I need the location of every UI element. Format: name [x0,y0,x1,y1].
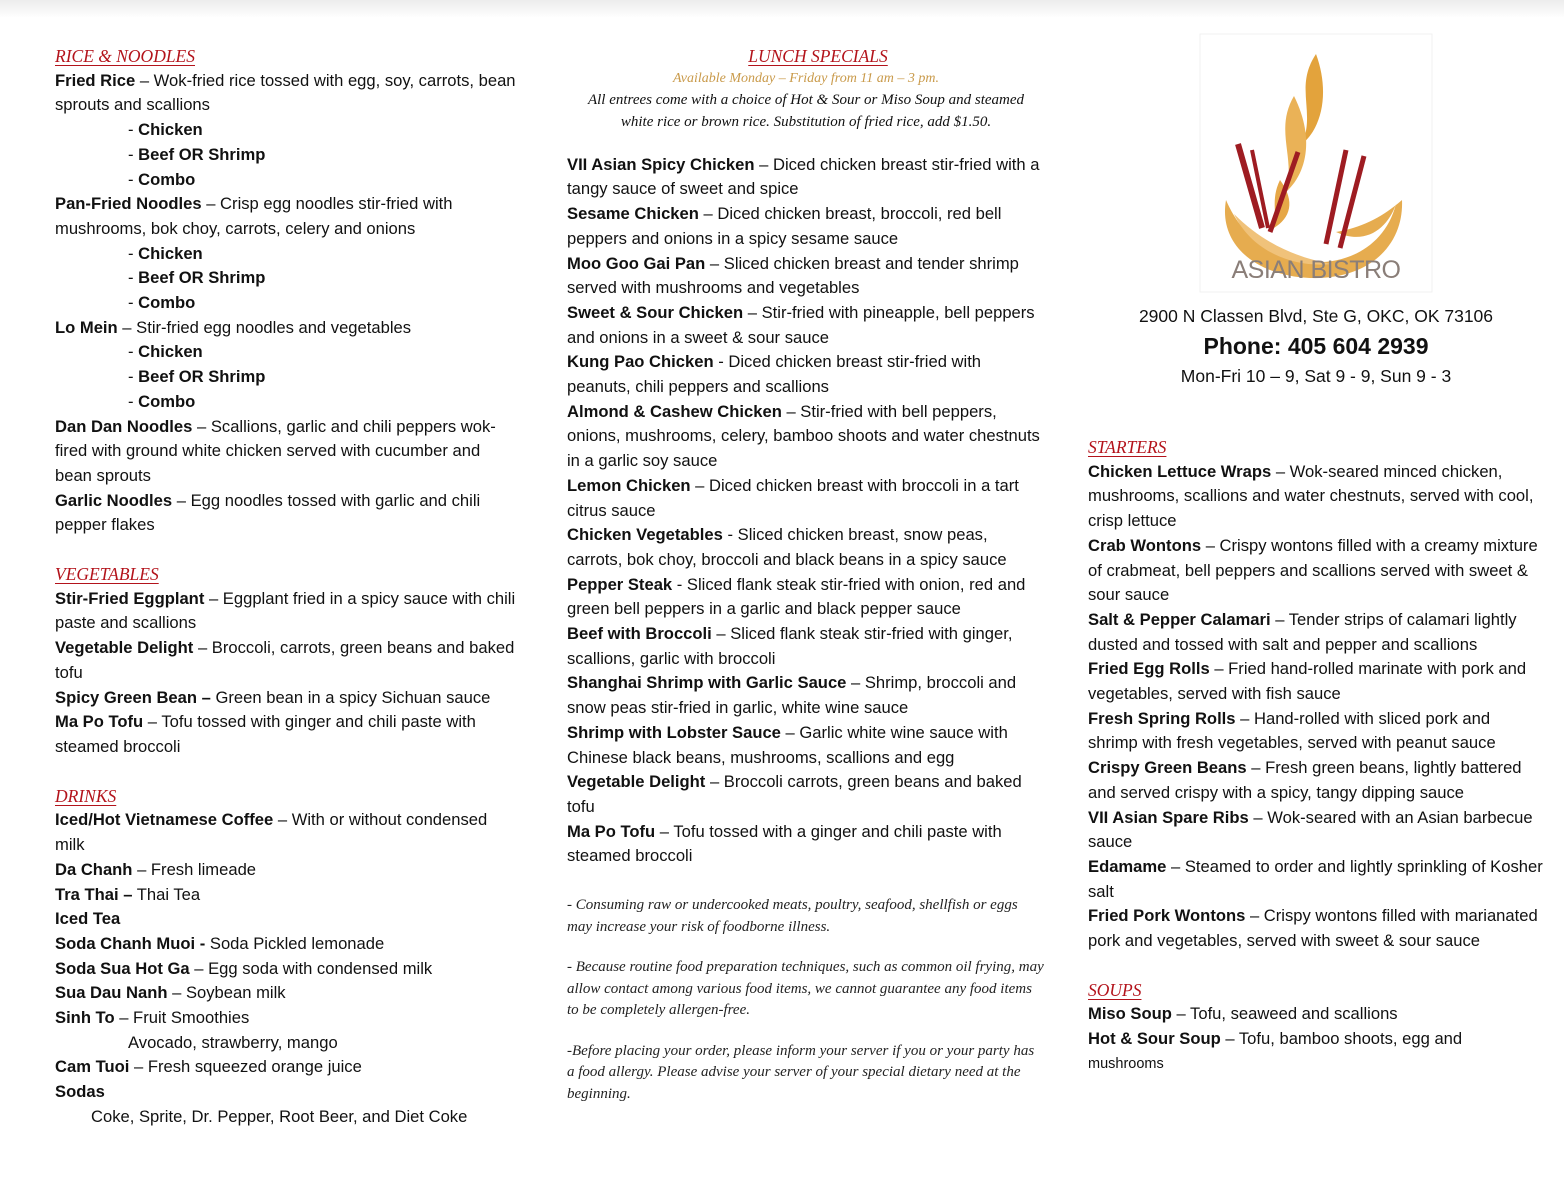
item-name: Shanghai Shrimp with Garlic Sauce [567,673,847,693]
item-desc: – Crispy wontons filled with a creamy mixture of crabmeat, bell peppers and scallions served with sweet & sour sauce [1088,535,1538,605]
item-name: Sweet & Sour Chicken [567,302,744,322]
item-desc: - Sliced flank steak stir-fried with onion, red and green bell peppers in a garlic and black pepper sauce [567,574,1026,619]
drink-item: Iced/Hot Vietnamese Coffee – With or without condensed milk [55,810,488,855]
item-desc: – Broccoli carrots, green beans and baked tofu [567,772,1022,816]
item-desc: – Diced chicken breast with broccoli in a tart citrus sauce [567,475,1019,520]
item-desc: – Stir-fried with bell peppers, onions, mushrooms, celery, bamboo shoots and water chestnuts in a garlic soy sauce [567,401,1040,471]
option: - Combo [128,293,196,313]
soup-item-continued: mushrooms [1088,1055,1164,1072]
drink-item: Iced Tea [55,909,121,929]
lunch-item [567,770,1045,819]
option: - Chicken [128,243,203,263]
starter-item [1088,534,1544,608]
disclaimer-text: - Because routine food preparation techniques, such as common oil frying, may allow contact among various food items, we cannot guarantee any food items to be completely allergen-free. [567,959,1044,1019]
item-desc: - Diced chicken breast stir-fried with peanuts, chili peppers and scallions [567,352,982,397]
item-desc: – Stir-fried egg noodles and vegetables [117,317,412,337]
section-title-drinks: DRINKS [55,785,117,806]
item-name: Garlic Noodles [55,490,173,510]
item-name: Beef with Broccoli [567,624,712,644]
restaurant-address: 2900 N Classen Blvd, Ste G, OKC, OK 73106 [1138,306,1494,326]
lunch-item [567,820,1045,869]
soup-item: Hot & Sour Soup – Tofu, bamboo shoots, egg and [1088,1029,1463,1049]
menu-column-left [55,44,520,1130]
menu-item-dan-dan-noodles [55,415,520,489]
menu-item-lo-mein [55,316,520,341]
menu-item: Stir-Fried Eggplant – Eggplant fried in a spicy sauce with chili paste and scallions [55,588,516,633]
drink-item: Da Chanh – Fresh limeade [55,859,257,879]
item-desc: – Egg noodles tossed with garlic and chili pepper flakes [55,490,481,535]
item-name: Sesame Chicken [567,204,699,224]
item-desc: – Diced chicken breast stir-fried with a tangy sauce of sweet and spice [567,154,1040,199]
lunch-availability: Available Monday – Friday from 11 am – 3 pm. [673,70,939,86]
section-title-soups: SOUPS [1088,979,1142,1000]
item-desc: – Fried hand-rolled marinate with pork and vegetables, served with fish sauce [1088,659,1527,704]
item-name: Almond & Cashew Chicken [567,401,782,421]
page-top-shadow [0,0,1564,18]
item-name: Crab Wontons [1088,535,1202,555]
drink-item: Cam Tuoi – Fresh squeezed orange juice [55,1057,362,1077]
disclaimer-text: -Before placing your order, please inform your server if you or your party has a food allergy. Please advise your server of your special dietary need at the beginning. [567,1042,1035,1102]
starter-item [1088,756,1544,805]
restaurant-phone: Phone: 405 604 2939 [1203,333,1429,359]
lunch-item [567,474,1045,523]
item-desc: – Scallions, garlic and chili peppers wok-fired with ground white chicken served with cucumber and bean sprouts [55,416,496,485]
item-name: Salt & Pepper Calamari [1088,609,1271,629]
item-name: Chicken Lettuce Wraps [1088,461,1272,481]
drink-item-sodas: Sodas [55,1082,105,1102]
item-desc: – Crispy wontons filled with marianated pork and vegetables, served with sweet & sour sauce [1088,906,1538,951]
menu-item: Ma Po Tofu – Tofu tossed with ginger and chili paste with steamed broccoli [55,712,476,756]
option-list [55,340,520,414]
item-name: Ma Po Tofu [567,821,656,841]
lunch-item [567,153,1045,202]
lunch-item [567,252,1045,301]
menu-item: Vegetable Delight – Broccoli, carrots, green beans and baked tofu [55,638,515,682]
item-desc: – Wok-seared with an Asian barbecue sauce [1088,807,1533,852]
section-title-rice-noodles: RICE & NOODLES [55,46,195,66]
menu-item-pan-fried-noodles [55,192,520,241]
item-desc: – Hand-rolled with sliced pork and shrimp with fresh vegetables, served with peanut sauce [1088,708,1496,753]
item-name: Pepper Steak [567,574,673,594]
lunch-item [567,523,1045,572]
item-desc: – Stir-fried with pineapple, bell peppers and onions in a sweet & sour sauce [567,302,1035,347]
option: - Beef OR Shrimp [128,144,266,164]
option: - Chicken [128,120,203,140]
item-name: Lo Mein [55,317,118,337]
lunch-item [567,400,1045,474]
item-name: Vegetable Delight [567,772,706,792]
item-name: Kung Pao Chicken [567,352,714,372]
lunch-item [567,573,1045,622]
item-desc: – Tender strips of calamari lightly dusted and tossed with salt and pepper and scallions [1088,609,1517,654]
item-desc: – Fresh green beans, lightly battered and served crispy with a spicy, tangy dipping sauce [1088,758,1522,802]
item-name: Fried Pork Wontons [1088,906,1246,926]
item-name: Fresh Spring Rolls [1088,708,1236,728]
item-name: Chicken Vegetables [567,525,723,545]
restaurant-hours: Mon-Fri 10 – 9, Sat 9 - 9, Sun 9 - 3 [1180,366,1452,386]
item-desc: – Tofu tossed with a ginger and chili paste with steamed broccoli [567,821,1002,866]
option: - Combo [128,391,196,411]
item-name: Edamame [1088,856,1167,876]
item-name: Fried Egg Rolls [1088,659,1210,679]
starter-item [1088,904,1544,953]
lunch-item [567,350,1045,399]
starter-item [1088,707,1544,756]
section-title-lunch-specials: LUNCH SPECIALS [748,46,888,66]
drink-item: Soda Sua Hot Ga – Egg soda with condensed milk [55,958,433,978]
menu-column-center [567,44,1045,1105]
item-desc: – Wok-seared minced chicken, mushrooms, scallions and water chestnuts, served with cool, crisp lettuce [1088,461,1534,531]
lunch-item [567,301,1045,350]
item-name: Fried Rice [55,70,136,90]
section-title-vegetables: VEGETABLES [55,564,159,585]
starter-item [1088,806,1544,855]
item-name: Lemon Chicken [567,475,691,495]
item-desc: – Sliced flank steak stir-fried with ginger, scallions, garlic with broccoli [567,624,1013,668]
lunch-item [567,622,1045,671]
lunch-item [567,721,1045,770]
starter-item [1088,460,1544,534]
item-name: Moo Goo Gai Pan [567,253,706,273]
item-desc: - Sliced chicken breast, snow peas, carrots, bok choy, broccoli and black beans in a spicy sauce [567,525,1007,569]
option-list [55,242,520,316]
drink-item: Sua Dau Nanh – Soybean milk [55,983,286,1003]
sodas-list: Coke, Sprite, Dr. Pepper, Root Beer, and Diet Coke [91,1106,468,1126]
drink-item: Tra Thai – Thai Tea [55,884,201,904]
item-name: Crispy Green Beans [1088,758,1247,778]
drink-item: Sinh To – Fruit Smoothies [55,1008,250,1028]
soup-item: Miso Soup – Tofu, seaweed and scallions [1088,1004,1398,1024]
starter-item [1088,608,1544,657]
item-name: Pan-Fried Noodles [55,194,202,214]
disclaimer-text: - Consuming raw or undercooked meats, poultry, seafood, shellfish or eggs may increase your risk of foodborne illness. [567,897,1018,935]
item-desc: – Shrimp, broccoli and snow peas stir-fried in garlic, white wine sauce [567,673,1017,718]
starter-item [1088,657,1544,706]
menu-item: Spicy Green Bean – Green bean in a spicy Sichuan sauce [55,687,491,707]
menu-item-garlic-noodles [55,489,520,538]
lunch-item [567,202,1045,251]
lunch-item [567,671,1045,720]
option: - Beef OR Shrimp [128,268,266,288]
smoothie-flavors: Avocado, strawberry, mango [128,1032,338,1052]
drink-item: Soda Chanh Muoi - Soda Pickled lemonade [55,933,385,953]
lunch-note: All entrees come with a choice of Hot & Sour or Miso Soup and steamed white rice or brown rice. Substitution of fried rice, add $1.50. [587,91,1025,130]
option-list [55,118,520,192]
item-name: Dan Dan Noodles [55,416,193,436]
section-title-starters: STARTERS [1088,437,1167,457]
item-desc: – Crisp egg noodles stir-fried with mushrooms, bok choy, carrots, celery and onions [55,194,453,238]
item-name: VII Asian Spicy Chicken [567,154,755,174]
option: - Combo [128,169,196,189]
item-name: Shrimp with Lobster Sauce [567,722,781,742]
option: - Beef OR Shrimp [128,367,266,387]
menu-item-fried-rice [55,69,520,118]
restaurant-logo [1088,44,1544,289]
item-name: VII Asian Spare Ribs [1088,807,1249,827]
allergy-disclaimers [567,895,1045,1105]
item-desc: – Wok-fried rice tossed with egg, soy, carrots, bean sprouts and scallions [55,70,516,115]
option: - Chicken [128,342,203,362]
lunch-item-list [567,153,1045,869]
flame-bowl-logo-icon [1198,32,1434,294]
logo-text: ASIAN BISTRO [1231,256,1401,284]
starter-item [1088,855,1544,904]
item-desc: – Diced chicken breast, broccoli, red bell peppers and onions in a spicy sesame sauce [567,204,1002,248]
item-desc: – Sliced chicken breast and tender shrimp served with mushrooms and vegetables [567,253,1019,298]
item-desc: – Steamed to order and lightly sprinkling of Kosher salt [1088,856,1543,901]
menu-column-right [1088,44,1544,1077]
starter-item-list [1088,460,1544,954]
item-desc: – Garlic white wine sauce with Chinese black beans, mushrooms, scallions and egg [567,722,1008,767]
